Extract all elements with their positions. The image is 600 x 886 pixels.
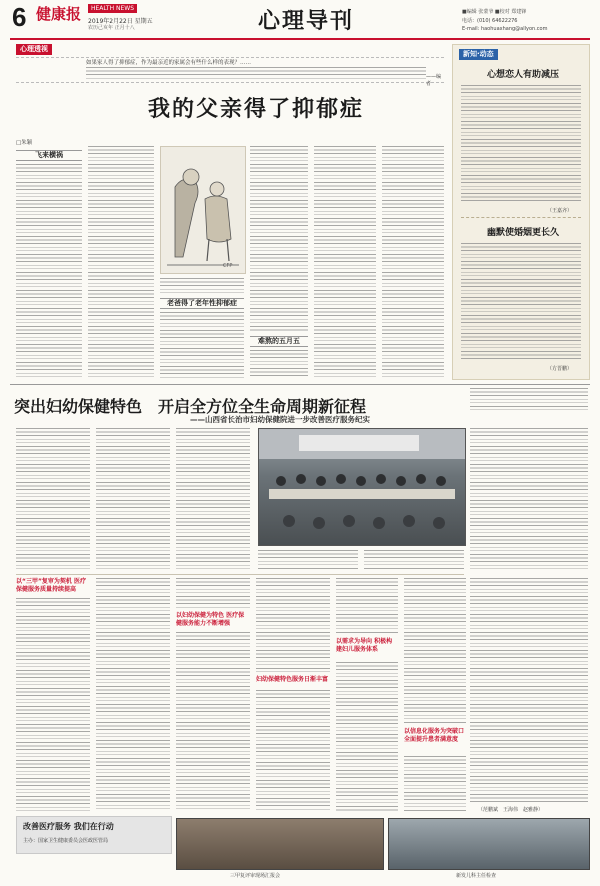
sick-father-illustration <box>161 147 245 273</box>
subhead-3: 难熬的五月五 <box>250 336 308 347</box>
date-line: 2019年2月22日 星期五 <box>88 18 153 25</box>
intro-quote: 如果家人得了抑郁症，作为最亲近的家属会有些什么样的表现？…… <box>86 60 252 66</box>
column-6-text <box>382 146 444 378</box>
sidebar-divider <box>461 217 581 218</box>
sidebar-item2-text <box>461 243 581 361</box>
feature-right-col-lower <box>470 578 588 804</box>
lower-col-2-text <box>96 578 170 812</box>
feature-col-b-text <box>96 428 170 570</box>
feature-lower-rule <box>16 574 464 575</box>
feature-sub-3: 妇幼保健特色服务日渐丰富 <box>256 676 329 683</box>
lower-col-6-text-a <box>404 578 466 724</box>
feature-sub-2: 以妇幼保健为特色 医疗保健服务能力不断增强 <box>176 612 245 627</box>
intro-author: ——编者 <box>426 74 442 87</box>
feature-right-col-top <box>470 428 588 570</box>
lower-col-1-text <box>16 598 90 812</box>
bottom-photo-left <box>176 818 384 870</box>
feature-sub-5: 以信息化服务为突破口 全面提升患者满意度 <box>404 728 465 743</box>
footer-box <box>16 816 172 854</box>
page-number: 6 <box>12 2 27 32</box>
intro-lines <box>86 67 426 80</box>
column-5-text <box>314 146 376 378</box>
feature-col-a-text <box>16 428 90 570</box>
column-tag: 心理透视 <box>16 44 52 55</box>
sidebar-item1-author: （王嘉齐） <box>547 208 573 214</box>
main-byline: □朱颖 <box>16 140 33 146</box>
column-4-text <box>250 146 308 332</box>
meeting-photo-graphic <box>259 429 465 545</box>
feature-right-top-text <box>470 388 588 410</box>
subhead-2: 老爸得了老年性抑郁症 <box>160 298 244 309</box>
lower-col-4-text-a <box>256 578 330 672</box>
feature-col-e-text <box>364 550 464 570</box>
sidebar-item2-author: （方晋鹏） <box>547 366 573 372</box>
feature-headline: 突出妇幼保健特色 开启全方位全生命周期新征程 <box>14 397 367 416</box>
sidebar-item1-title: 心想恋人有助减压 <box>486 70 559 80</box>
sidebar-tag: 新知·动态 <box>459 49 498 60</box>
lunar-line: 农历己亥年 正月十八 <box>88 25 135 31</box>
lower-col-5-text-a <box>336 578 398 634</box>
phone-line: 电话：(010) 64622276 <box>462 18 518 24</box>
lower-col-6-text-b <box>404 756 466 812</box>
feature-col-d-text <box>258 550 358 570</box>
lower-col-3-text-a <box>176 578 250 608</box>
sidebar-item1-text <box>461 85 581 203</box>
feature-sub-4: 以需求为导向 积极构建妇儿服务体系 <box>336 638 393 653</box>
paper-name: 健康报 <box>36 5 82 23</box>
lower-col-4-text-b <box>256 690 330 812</box>
section-title: 心理导刊 <box>258 8 355 34</box>
intro-quote-box <box>16 57 444 87</box>
feature-col-c-text <box>176 428 250 570</box>
svg-text:CFP: CFP <box>223 263 233 269</box>
masthead-rule <box>10 38 590 40</box>
feature-author-tag: （范鹏斌 王海伟 赵雅静） <box>478 807 544 813</box>
column-3-text-lower <box>160 312 244 378</box>
sidebar-item2-title: 幽默使婚姻更长久 <box>486 228 559 238</box>
feature-top-rule <box>10 384 590 385</box>
sidebar <box>452 44 590 380</box>
editor-line: ■编辑 张蒙爷 ■校对 郑建锋 <box>462 9 527 15</box>
column-2-text <box>88 146 154 378</box>
paper-name-en: HEALTH NEWS <box>88 4 137 13</box>
column-1-text <box>16 164 82 378</box>
column-4-text-lower <box>250 350 308 378</box>
bottom-left-caption: 三甲复评审现场汇报会 <box>230 873 281 879</box>
meeting-photo <box>258 428 466 546</box>
lower-col-3-text-b <box>176 632 250 812</box>
subhead-1: 飞来横祸 <box>16 150 82 161</box>
bottom-photo-right <box>388 818 590 870</box>
bottom-right-caption: 新发儿科主任检查 <box>456 873 497 879</box>
email-line: E-mail: haohuaxhang@allyon.com <box>462 26 548 32</box>
illustration <box>160 146 246 274</box>
column-3-text-bottom <box>160 278 244 294</box>
masthead <box>0 0 600 44</box>
lower-col-5-text-b <box>336 662 398 812</box>
feature-subheadline: ——山西省长治市妇幼保健院进一步改善医疗服务纪实 <box>190 415 370 424</box>
main-article-title: 我的父亲得了抑郁症 <box>148 96 365 122</box>
feature-sub-1: 以“三甲”复审为契机 医疗保健服务质量持续提高 <box>16 578 86 593</box>
footer-box-title: 改善医疗服务 我们在行动 <box>23 822 114 831</box>
footer-box-sub: 主办：国家卫生健康委员会医政医管局 <box>23 838 109 844</box>
